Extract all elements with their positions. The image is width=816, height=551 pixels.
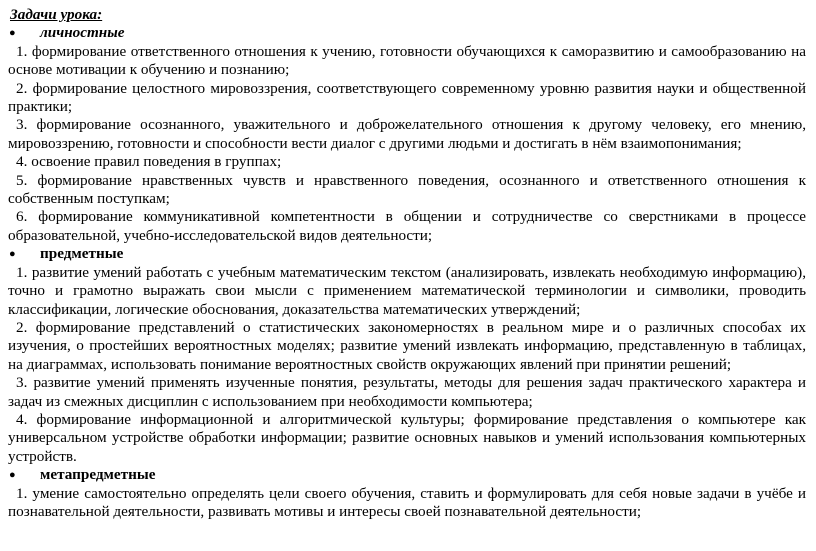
list-item: 6. формирование коммуникативной компетентности в общении и сотрудничестве со сверстниками в процессе образовательной, учебно-исследовательской видов деятельности;	[8, 208, 806, 244]
lesson-tasks-title: Задачи урока:	[10, 6, 103, 23]
list-item: 3. формирование осознанного, уважительного и доброжелательного отношения к другому человеку, его мнению, мировоззрению, готовности и способности вести диалог с другими людьми и достигать в нём взаимопонимания;	[8, 116, 806, 152]
section-heading-personal	[8, 24, 806, 42]
list-item: 1. умение самостоятельно определять цели своего обучения, ставить и формулировать для себя новые задачи в учёбе и познавательной деятельности, развивать мотивы и интересы своей познавательной деятельности;	[8, 484, 806, 520]
list-item: 4. формирование информационной и алгоритмической культуры; формирование представления о компьютере как универсальном устройстве обработки информации; развитие основных навыков и умений использования компьютерных устройств.	[8, 410, 806, 465]
list-item: 2. формирование целостного мировоззрения, соответствующего современному уровню развития науки и общественной практики;	[8, 79, 806, 116]
section-heading-subject	[8, 245, 806, 263]
list-item: 4. освоение правил поведения в группах;	[16, 153, 282, 171]
list-item: 3. развитие умений применять изученные понятия, результаты, методы для решения задач практического характера и задач из смежных дисциплин с использованием при необходимости компьютера;	[8, 374, 806, 410]
bullet-icon: ●	[9, 27, 16, 40]
section-heading-label: предметные	[40, 245, 124, 263]
section-heading-metasubject	[8, 466, 806, 484]
bullet-icon: ●	[9, 469, 16, 482]
list-item: 1. формирование ответственного отношения к учению, готовности обучающихся к саморазвитию и самообразованию на основе мотивации к обучению и познанию;	[8, 42, 806, 79]
section-heading-label: метапредметные	[40, 466, 156, 484]
list-item: 5. формирование нравственных чувств и нравственного поведения, осознанного и ответственного отношения к собственным поступкам;	[8, 171, 806, 208]
list-item: 2. формирование представлений о статистических закономерностях в реальном мире и о различных способах их изучения, о простейших вероятностных моделях; развитие умений извлекать информацию, представленную в таблицах, на диаграммах, использовать понимание вероятностных свойств окружающих явлений при принятии решений;	[8, 318, 806, 373]
bullet-icon: ●	[9, 248, 16, 261]
section-heading-label: личностные	[40, 24, 125, 42]
list-item: 1. развитие умений работать с учебным математическим текстом (анализировать, извлекать необходимую информацию), точно и грамотно выражать свои мысли с применением математической терминологии и символики, проводить классификации, логические обоснования, доказательства математических утверждений;	[8, 263, 806, 318]
